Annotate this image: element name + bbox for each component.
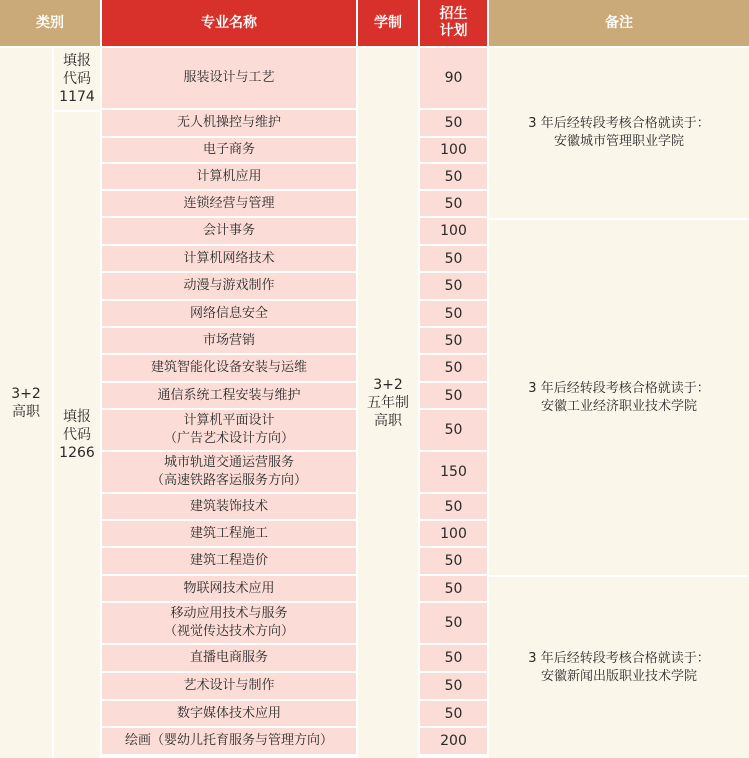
plan-cell: 50 bbox=[420, 701, 487, 726]
plan-cell: 50 bbox=[420, 246, 487, 271]
major-name-cell: 建筑工程施工 bbox=[102, 521, 356, 546]
plan-cell: 50 bbox=[420, 494, 487, 519]
header-category: 类别 bbox=[0, 0, 100, 46]
plan-cell: 100 bbox=[420, 138, 487, 162]
major-name-cell: 电子商务 bbox=[102, 138, 356, 162]
remark-cell-1: 3 年后经转段考核合格就读于： 安徽城市管理职业学院 bbox=[489, 48, 749, 218]
major-name-cell: 数字媒体技术应用 bbox=[102, 701, 356, 726]
plan-cell: 200 bbox=[420, 728, 487, 754]
major-name-cell: 会计事务 bbox=[102, 218, 356, 244]
major-name-cell: 直播电商服务 bbox=[102, 645, 356, 671]
major-name-cell: 网络信息安全 bbox=[102, 301, 356, 326]
system-cell: 3+2 五年制 高职 bbox=[358, 48, 418, 758]
plan-cell: 50 bbox=[420, 673, 487, 699]
plan-cell: 50 bbox=[420, 110, 487, 136]
major-name-cell: 计算机平面设计 （广告艺术设计方向） bbox=[102, 410, 356, 450]
plan-cell: 50 bbox=[420, 383, 487, 408]
header-system: 学制 bbox=[358, 0, 418, 46]
plan-cell: 50 bbox=[420, 576, 487, 601]
major-name-cell: 通信系统工程安装与维护 bbox=[102, 383, 356, 408]
major-name-cell: 无人机操控与维护 bbox=[102, 110, 356, 136]
major-name-cell: 服装设计与工艺 bbox=[102, 48, 356, 108]
header-plan: 招生 计划 bbox=[420, 0, 487, 46]
plan-cell: 50 bbox=[420, 548, 487, 574]
major-name-cell: 移动应用技术与服务 （视觉传达技术方向） bbox=[102, 603, 356, 643]
major-name-cell: 绘画（婴幼儿托育服务与管理方向） bbox=[102, 728, 356, 754]
plan-cell: 50 bbox=[420, 273, 487, 299]
code-cell-1266: 填报 代码 1266 bbox=[54, 112, 100, 758]
major-name-cell: 计算机网络技术 bbox=[102, 246, 356, 271]
major-name-cell: 城市轨道交通运营服务 （高速铁路客运服务方向） bbox=[102, 452, 356, 492]
plan-cell: 100 bbox=[420, 521, 487, 546]
major-name-cell: 计算机应用 bbox=[102, 164, 356, 189]
major-name-cell: 建筑装饰技术 bbox=[102, 494, 356, 519]
plan-cell: 50 bbox=[420, 603, 487, 643]
major-name-cell: 建筑智能化设备安装与运维 bbox=[102, 355, 356, 381]
plan-cell: 50 bbox=[420, 191, 487, 216]
major-name-cell: 市场营销 bbox=[102, 328, 356, 353]
major-name-cell: 动漫与游戏制作 bbox=[102, 273, 356, 299]
plan-cell: 50 bbox=[420, 645, 487, 671]
major-name-cell: 物联网技术应用 bbox=[102, 576, 356, 601]
category-cell: 3+2 高职 bbox=[0, 48, 52, 758]
plan-cell: 50 bbox=[420, 410, 487, 450]
plan-cell: 100 bbox=[420, 218, 487, 244]
remark-cell-3: 3 年后经转段考核合格就读于： 安徽新闻出版职业技术学院 bbox=[489, 577, 749, 758]
major-name-cell: 艺术设计与制作 bbox=[102, 673, 356, 699]
plan-cell: 50 bbox=[420, 301, 487, 326]
header-major: 专业名称 bbox=[102, 0, 356, 46]
remark-cell-2: 3 年后经转段考核合格就读于： 安徽工业经济职业技术学院 bbox=[489, 220, 749, 575]
plan-cell: 50 bbox=[420, 164, 487, 189]
code-cell-1174: 填报 代码 1174 bbox=[54, 48, 100, 110]
plan-cell: 50 bbox=[420, 355, 487, 381]
header-remarks: 备注 bbox=[489, 0, 749, 46]
major-name-cell: 建筑工程造价 bbox=[102, 548, 356, 574]
major-name-cell: 连锁经营与管理 bbox=[102, 191, 356, 216]
plan-cell: 90 bbox=[420, 48, 487, 108]
plan-cell: 50 bbox=[420, 328, 487, 353]
plan-cell: 150 bbox=[420, 452, 487, 492]
